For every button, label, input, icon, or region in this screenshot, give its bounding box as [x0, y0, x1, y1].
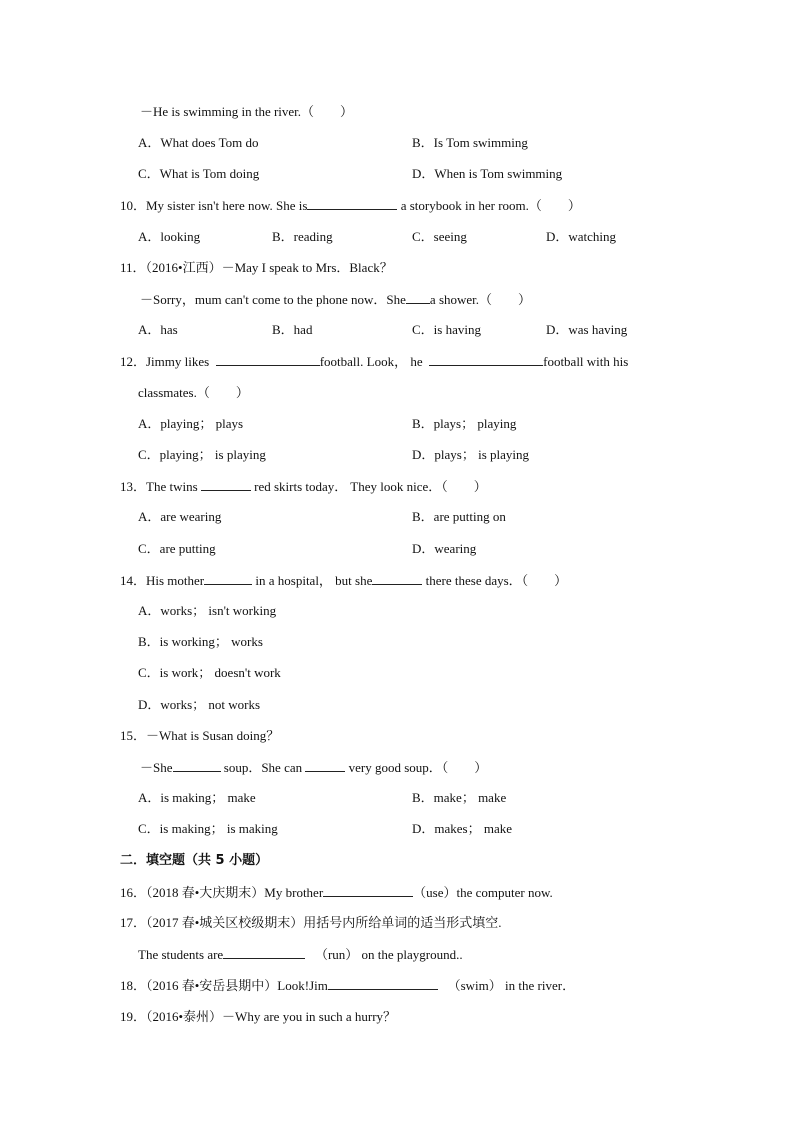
- q11-option-c: C．is having: [412, 322, 481, 337]
- q13-stem-pre: 13．The twins: [120, 479, 198, 494]
- q14-stem-pre: 14．His mother: [120, 573, 205, 588]
- q12-stem-mid: football. Look， he: [319, 354, 423, 369]
- q11-stem: 11．（2016•江西）－May I speak to Mrs．Black？: [120, 260, 393, 275]
- answer-blank: [328, 977, 438, 990]
- q17-line2-post: （run） on the playground..: [314, 947, 463, 962]
- q15-option-d: D．makes； make: [412, 821, 513, 836]
- q15-line2: [140, 759, 487, 776]
- q9-option-a: A．What does Tom do: [138, 135, 259, 150]
- answer-blank: [305, 759, 345, 772]
- q18-stem: [120, 977, 575, 994]
- answer-blank: [406, 291, 430, 304]
- q16-stem-post: （use）the computer now.: [413, 885, 553, 900]
- q13-stem: [120, 478, 487, 495]
- q11-line2: [140, 291, 531, 308]
- q9-option-d: D．When is Tom swimming: [412, 166, 563, 181]
- q11-line2-post: a shower.（ ）: [429, 292, 532, 307]
- q9-answer-line: －He is swimming in the river.（ ）: [140, 104, 354, 119]
- section-heading: 二．填空题（共 5 小题）: [120, 853, 269, 868]
- q12-option-a: A．playing； plays: [138, 416, 244, 431]
- answer-blank: [323, 884, 413, 897]
- q13-option-a: A．are wearing: [138, 509, 222, 524]
- q17-line2: [138, 946, 463, 963]
- q14-option-d: D．works； not works: [138, 697, 261, 712]
- q14-option-a: A．works； isn't working: [138, 603, 277, 618]
- q11-option-d: D．was having: [546, 322, 628, 337]
- answer-blank: [223, 946, 305, 959]
- q15-stem: 15．－What is Susan doing？: [120, 728, 280, 743]
- q12-stem: [120, 353, 628, 370]
- q18-stem-post: （swim） in the river．: [447, 978, 576, 993]
- q11-line2-pre: －Sorry，mum can't come to the phone now．She: [140, 292, 406, 307]
- answer-blank: [429, 353, 543, 366]
- q15-line2-mid: soup．She can: [220, 760, 303, 775]
- q11-option-a: A．has: [138, 322, 178, 337]
- q12-option-c: C．playing； is playing: [138, 447, 266, 462]
- q10-option-c: C．seeing: [412, 229, 467, 244]
- q10-option-d: D．watching: [546, 229, 617, 244]
- q12-option-b: B．plays； playing: [412, 416, 517, 431]
- q15-line2-post: very good soup．（ ）: [345, 760, 488, 775]
- q13-option-d: D．wearing: [412, 541, 477, 556]
- q16-stem-pre: 16．（2018 春•大庆期末）My brother: [120, 885, 324, 900]
- q14-stem-post: there these days．（ ）: [422, 573, 568, 588]
- q12-stem-pre: 12．Jimmy likes: [120, 354, 210, 369]
- q10-stem: [120, 197, 581, 214]
- q17-line2-pre: The students are: [138, 947, 224, 962]
- q10-stem-pre: 10．My sister isn't here now. She is: [120, 198, 308, 213]
- q11-option-b: B．had: [272, 322, 313, 337]
- q12-option-d: D．plays； is playing: [412, 447, 529, 462]
- q10-option-a: A．looking: [138, 229, 201, 244]
- q9-option-c: C．What is Tom doing: [138, 166, 260, 181]
- q9-option-b: B．Is Tom swimming: [412, 135, 528, 150]
- q15-option-b: B．make； make: [412, 790, 507, 805]
- answer-blank: [372, 572, 422, 585]
- answer-blank: [173, 759, 221, 772]
- q17-stem: 17．（2017 春•城关区校级期末）用括号内所给单词的适当形式填空.: [120, 915, 502, 930]
- q15-line2-pre: －She: [140, 760, 173, 775]
- q13-option-b: B．are putting on: [412, 509, 506, 524]
- q13-option-c: C．are putting: [138, 541, 216, 556]
- q19-stem: 19．（2016•泰州）－Why are you in such a hurry？: [120, 1009, 397, 1024]
- q14-stem-mid: in a hospital， but she: [252, 573, 373, 588]
- q15-option-a: A．is making； make: [138, 790, 256, 805]
- q14-option-c: C．is work； doesn't work: [138, 665, 281, 680]
- q15-option-c: C．is making； is making: [138, 821, 278, 836]
- answer-blank: [216, 353, 320, 366]
- answer-blank: [307, 197, 397, 210]
- answer-blank: [204, 572, 252, 585]
- q16-stem: [120, 884, 553, 901]
- q12-stem-post: football with his: [543, 354, 629, 369]
- q10-stem-post: a storybook in her room.（ ）: [397, 198, 581, 213]
- answer-blank: [201, 478, 251, 491]
- q13-stem-post: red skirts today． They look nice．（ ）: [250, 479, 487, 494]
- q14-stem: [120, 572, 567, 589]
- q10-option-b: B．reading: [272, 229, 333, 244]
- q18-stem-pre: 18．（2016 春•安岳县期中）Look!Jim: [120, 978, 328, 993]
- q12-line2: classmates.（ ）: [138, 385, 249, 400]
- q14-option-b: B．is working； works: [138, 634, 263, 649]
